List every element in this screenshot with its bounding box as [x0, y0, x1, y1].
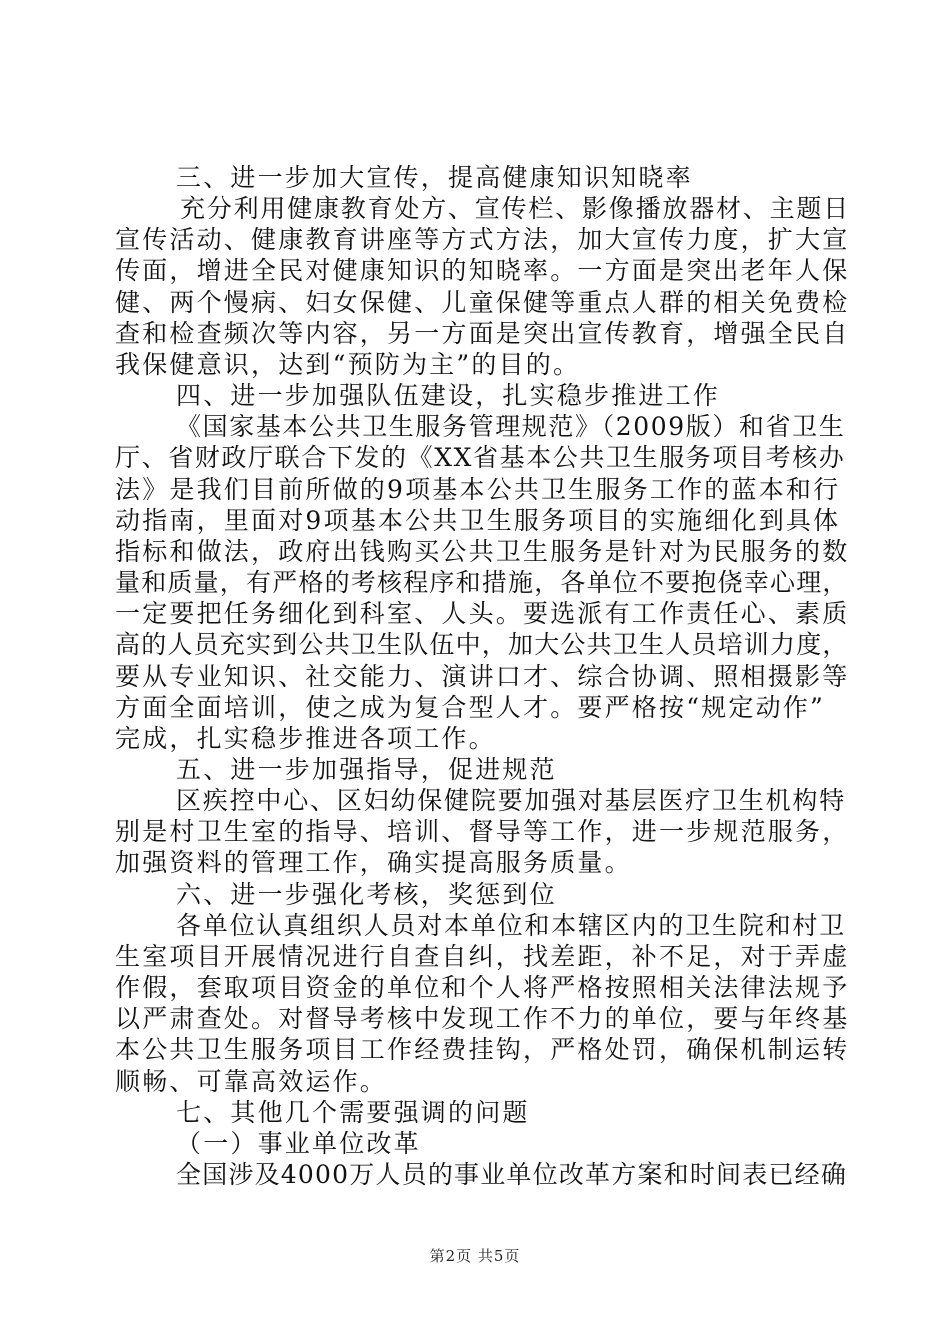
paragraph-line: 《国家基本公共卫生服务管理规范》（2009版）和省卫生	[176, 412, 846, 441]
paragraph-line: 动指南，里面对9项基本公共卫生服务项目的实施细化到具体	[115, 506, 841, 535]
paragraph-line: 厅、省财政厅联合下发的《XX省基本公共卫生服务项目考核办	[115, 443, 846, 472]
paragraph-line: 充分利用健康教育处方、宣传栏、影像播放器材、主题日	[180, 194, 850, 223]
paragraph-line: 传面，增进全民对健康知识的知晓率。一方面是突出老年人保	[115, 256, 850, 285]
paragraph-line: 宣传活动、健康教育讲座等方式方法，加大宣传力度，扩大宣	[115, 225, 850, 254]
subheading: （一）事业单位改革	[176, 1129, 421, 1158]
heading-3: 三、进一步加大宣传，提高健康知识知晓率	[176, 163, 693, 192]
paragraph-line: 作假，套取项目资金的单位和个人将严格按照相关法律法规予	[115, 973, 850, 1002]
paragraph-line: 方面全面培训，使之成为复合型人才。要严格按“规定动作”	[115, 693, 825, 722]
paragraph-line: 法》是我们目前所做的9项基本公共卫生服务工作的蓝本和行	[115, 475, 841, 504]
paragraph-line: 要从专业知识、社交能力、演讲口才、综合协调、照相摄影等	[115, 662, 850, 691]
paragraph-line: 量和质量，有严格的考核程序和措施，各单位不要抱侥幸心理，	[115, 568, 849, 597]
heading-5: 五、进一步加强指导，促进规范	[176, 755, 557, 784]
paragraph-line: 全国涉及4000万人员的事业单位改革方案和时间表已经确	[176, 1160, 848, 1189]
paragraph-line: 区疾控中心、区妇幼保健院要加强对基层医疗卫生机构特	[176, 786, 847, 815]
paragraph-line: 加强资料的管理工作，确实提高服务质量。	[115, 848, 632, 877]
heading-7: 七、其他几个需要强调的问题	[176, 1098, 530, 1127]
paragraph-line: 健、两个慢病、妇女保健、儿童保健等重点人群的相关免费检	[115, 288, 850, 317]
paragraph-line: 查和检查频次等内容，另一方面是突出宣传教育，增强全民自	[115, 319, 850, 348]
paragraph-line: 一定要把任务细化到科室、人头。要选派有工作责任心、素质	[115, 599, 850, 628]
paragraph-line: 完成，扎实稳步推进各项工作。	[115, 724, 496, 753]
heading-4: 四、进一步加强队伍建设，扎实稳步推进工作	[176, 381, 721, 410]
paragraph-line: 我保健意识，达到“预防为主”的目的。	[115, 350, 581, 379]
paragraph-line: 各单位认真组织人员对本单位和本辖区内的卫生院和村卫	[176, 911, 847, 940]
paragraph-line: 顺畅、可靠高效运作。	[115, 1067, 388, 1096]
heading-6: 六、进一步强化考核，奖惩到位	[176, 880, 557, 909]
paragraph-line: 本公共卫生服务项目工作经费挂钩，严格处罚，确保机制运转	[115, 1035, 850, 1064]
paragraph-line: 高的人员充实到公共卫生队伍中，加大公共卫生人员培训力度，	[115, 630, 849, 659]
page-footer: 第2页 共5页	[429, 1247, 521, 1265]
paragraph-line: 以严肃查处。对督导考核中发现工作不力的单位，要与年终基	[115, 1004, 850, 1033]
paragraph-line: 生室项目开展情况进行自查自纠，找差距，补不足，对于弄虚	[115, 942, 850, 971]
paragraph-line: 别是村卫生室的指导、培训、督导等工作，进一步规范服务，	[115, 817, 850, 846]
paragraph-line: 指标和做法，政府出钱购买公共卫生服务是针对为民服务的数	[115, 537, 850, 566]
